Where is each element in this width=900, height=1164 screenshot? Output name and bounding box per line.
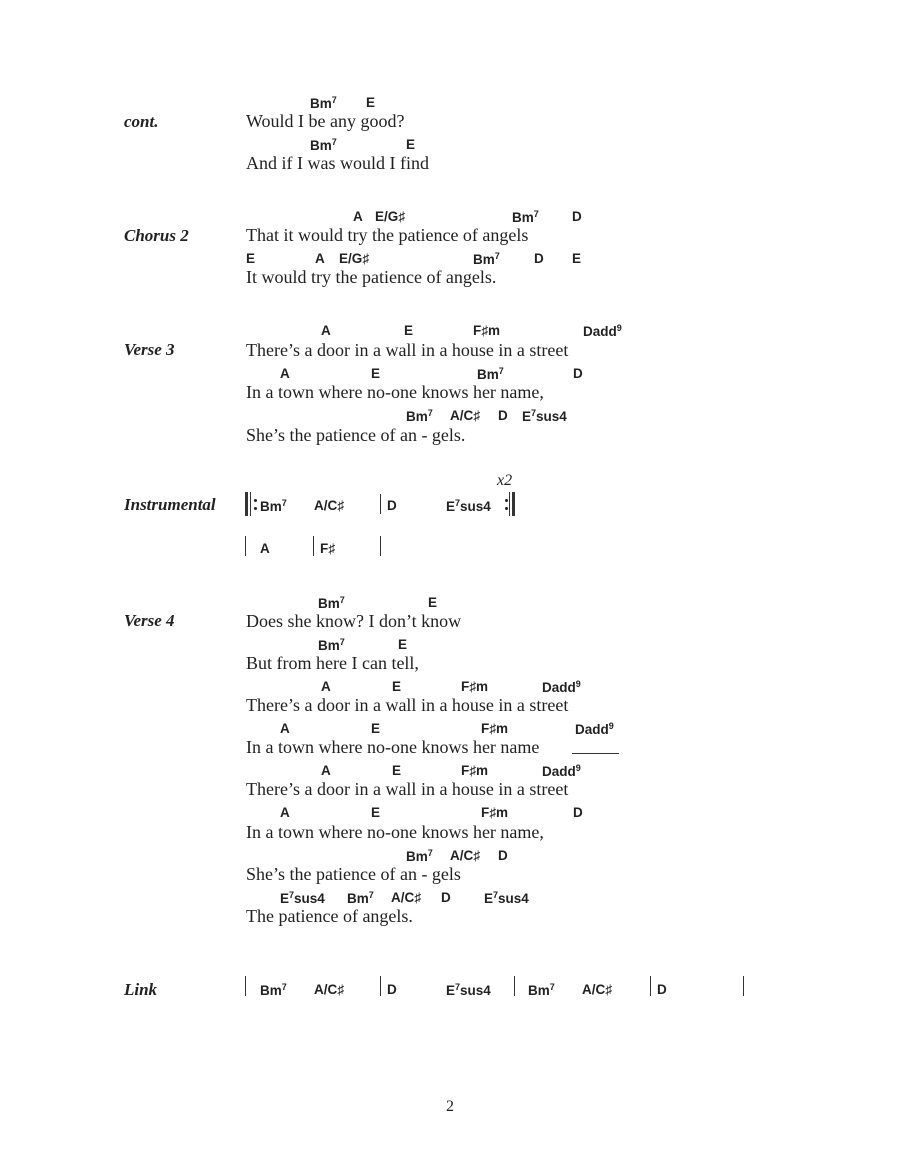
chord: Bm$^7$ [260, 982, 287, 998]
chord: $E^7sus4$ [522, 408, 567, 424]
lyric-line: There’s a door in a wall in a house in a street [246, 340, 569, 360]
section-label-cont: cont. [124, 112, 159, 131]
chord: E [406, 137, 416, 152]
chord: Bm$^7$ [318, 595, 345, 611]
chord: E [246, 251, 256, 266]
barline [514, 976, 515, 996]
chord: Dadd$^9$ [575, 721, 614, 737]
chord: A [321, 679, 331, 694]
lyric-line: In a town where no-one knows her name, [246, 382, 544, 402]
chord: F♯ [320, 541, 335, 556]
barline [313, 536, 314, 556]
lyric-line: Does she know? I don’t know [246, 611, 462, 631]
chord: A/C♯ [582, 982, 612, 997]
chord: A/C♯ [391, 890, 421, 905]
repeat-start-barline [245, 492, 248, 516]
chord: Bm$^7$ [512, 209, 539, 225]
chord: Bm$^7$ [260, 498, 287, 514]
chord: A [280, 366, 290, 381]
chord: A [280, 805, 290, 820]
chord: Bm$^7$ [347, 890, 374, 906]
chord: E [366, 95, 376, 110]
chord: $E^7sus4$ [280, 890, 325, 906]
chord: E [392, 763, 402, 778]
page-number: 2 [446, 1098, 454, 1115]
chord: E [371, 366, 381, 381]
chord: Dadd$^9$ [542, 679, 581, 695]
lyric-line: In a town where no-one knows her name [246, 737, 540, 757]
chord: D [498, 848, 508, 863]
repeat-dot [254, 499, 257, 502]
chord: Bm$^7$ [477, 366, 504, 382]
chord: $E^7sus4$ [446, 982, 491, 998]
chord: A/C♯ [450, 848, 480, 863]
chord: Dadd$^9$ [542, 763, 581, 779]
chord: E/G♯ [339, 251, 370, 266]
chord: A [315, 251, 325, 266]
lyric-line: Would I be any good? [246, 111, 405, 131]
lyric-line: And if I was would I find [246, 153, 429, 173]
chord: D [657, 982, 667, 997]
chord: A/C♯ [450, 408, 480, 423]
repeat-dot [505, 507, 508, 510]
barline [743, 976, 744, 996]
chord: Bm$^7$ [318, 637, 345, 653]
chord: F♯m [473, 323, 500, 338]
chord: F♯m [481, 721, 508, 736]
hold-underline [572, 753, 619, 754]
chord: E [392, 679, 402, 694]
chord: D [441, 890, 451, 905]
chord: F♯m [461, 679, 488, 694]
lyric-line: There’s a door in a wall in a house in a street [246, 695, 569, 715]
barline [245, 536, 246, 556]
lyric-line: She’s the patience of an - gels. [246, 425, 466, 445]
chord: D [573, 366, 583, 381]
repeat-dot [505, 499, 508, 502]
chord: Bm$^7$ [406, 408, 433, 424]
repeat-dot [254, 507, 257, 510]
chord: D [498, 408, 508, 423]
barline [380, 536, 381, 556]
repeat-count: x2 [497, 472, 513, 489]
repeat-end-barline [512, 492, 515, 516]
chord: $E^7sus4$ [446, 498, 491, 514]
chord: A [321, 323, 331, 338]
chord: E [572, 251, 582, 266]
section-label-chorus-2: Chorus 2 [124, 226, 189, 245]
chord: E [371, 805, 381, 820]
chord: E [404, 323, 414, 338]
chord: D [387, 498, 397, 513]
lyric-line: In a town where no-one knows her name, [246, 822, 544, 842]
chord: D [534, 251, 544, 266]
lyric-line: That it would try the patience of angels [246, 225, 529, 245]
chord: Bm$^7$ [406, 848, 433, 864]
chord: Bm$^7$ [528, 982, 555, 998]
lyric-line: There’s a door in a wall in a house in a street [246, 779, 569, 799]
chord: E [398, 637, 408, 652]
chord: Bm$^7$ [310, 137, 337, 153]
chord: A [280, 721, 290, 736]
barline [245, 976, 246, 996]
chord: E/G♯ [375, 209, 406, 224]
barline [650, 976, 651, 996]
chord: Bm$^7$ [310, 95, 337, 111]
barline [380, 976, 381, 996]
chord: F♯m [481, 805, 508, 820]
lyric-line: It would try the patience of angels. [246, 267, 497, 287]
chord: Bm$^7$ [473, 251, 500, 267]
chord: Dadd$^9$ [583, 323, 622, 339]
chord: E [371, 721, 381, 736]
barline [250, 492, 251, 516]
lyric-line: The patience of angels. [246, 906, 413, 926]
lyric-line: She’s the patience of an - gels [246, 864, 461, 884]
chord: D [572, 209, 582, 224]
barline [380, 494, 381, 514]
chord: D [573, 805, 583, 820]
section-label-link: Link [124, 980, 158, 999]
section-label-verse-3: Verse 3 [124, 340, 175, 359]
chord: F♯m [461, 763, 488, 778]
barline [509, 492, 510, 516]
chord: A/C♯ [314, 982, 344, 997]
chord: A [260, 541, 270, 556]
chord: A/C♯ [314, 498, 344, 513]
chord: A [321, 763, 331, 778]
lyric-line: But from here I can tell, [246, 653, 419, 673]
section-label-instrumental: Instrumental [124, 495, 216, 514]
chord: A [353, 209, 363, 224]
chord: E [428, 595, 438, 610]
chord: D [387, 982, 397, 997]
chord: $E^7sus4$ [484, 890, 529, 906]
section-label-verse-4: Verse 4 [124, 611, 175, 630]
